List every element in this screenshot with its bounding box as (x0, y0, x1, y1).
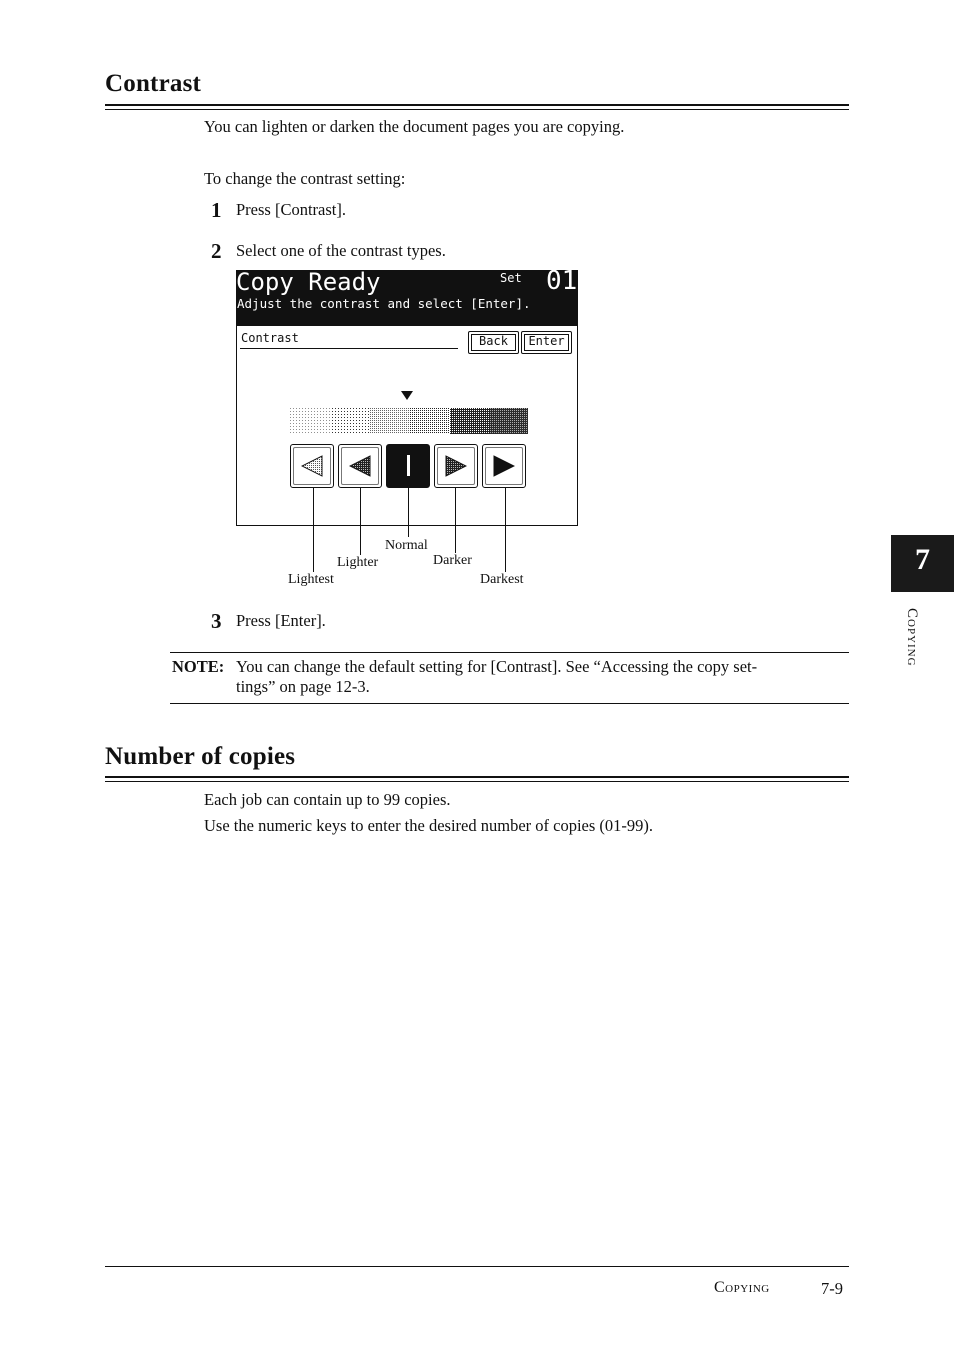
chapter-tab (891, 535, 954, 592)
lcd-set-label: Set (500, 271, 522, 285)
callout-lighter: Lighter (337, 555, 379, 570)
lighter-button[interactable] (338, 444, 382, 488)
callout-normal: Normal (385, 538, 428, 553)
callout-line (360, 487, 361, 555)
note-label: NOTE: (172, 657, 225, 676)
step-text: Press [Contrast]. (236, 200, 346, 219)
darker-arrow-icon (445, 455, 467, 477)
lcd-field-label: Contrast (241, 331, 299, 345)
note-text-line1: You can change the default setting for [Contrast]. See “Accessing the copy set- (236, 657, 758, 676)
section-heading-number-of-copies: Number of copies (105, 743, 296, 770)
normal-button[interactable] (386, 444, 430, 488)
note-text-line2: tings” on page 12-3. (236, 677, 370, 696)
darkest-button[interactable] (482, 444, 526, 488)
step-text: Select one of the contrast types. (236, 241, 446, 260)
copies-text-2: Use the numeric keys to enter the desired number of copies (01-99). (204, 816, 654, 835)
lightest-arrow-icon (301, 455, 323, 477)
lcd-header (236, 266, 578, 325)
note-rule-bottom (170, 703, 849, 704)
footer-page-number: 7-9 (821, 1279, 843, 1298)
back-button[interactable] (468, 331, 519, 354)
heading-rule (105, 776, 849, 778)
lcd-field-underline (240, 348, 458, 349)
footer-section: Copying (714, 1279, 770, 1296)
chapter-side-label: Copying (904, 608, 920, 667)
chapter-number: 7 (915, 543, 930, 576)
footer-rule (105, 1266, 849, 1267)
normal-bar-icon (407, 455, 410, 476)
step-number: 3 (211, 609, 222, 633)
callout-line (408, 487, 409, 537)
back-button-label: Back (479, 334, 508, 348)
lcd-title: Copy Ready (236, 268, 381, 296)
callout-line (455, 487, 456, 553)
lcd-count: 01 (546, 266, 578, 296)
callout-line (505, 487, 506, 572)
lighter-arrow-icon (349, 455, 371, 477)
contrast-lead: To change the contrast setting: (204, 169, 406, 188)
position-indicator-icon (401, 391, 413, 401)
callout-lightest: Lightest (288, 572, 334, 587)
lcd-body (236, 325, 578, 526)
enter-button[interactable] (521, 331, 572, 354)
section-heading-contrast: Contrast (105, 70, 202, 97)
heading-rule (105, 781, 849, 782)
heading-rule (105, 104, 849, 106)
darker-button[interactable] (434, 444, 478, 488)
step-number: 1 (211, 198, 222, 222)
callout-line (313, 487, 314, 572)
callout-darker: Darker (433, 553, 472, 568)
darkest-arrow-icon (493, 455, 515, 477)
contrast-gradient-bar (290, 408, 528, 434)
contrast-intro: You can lighten or darken the document pages you are copying. (204, 117, 625, 136)
enter-button-label: Enter (528, 334, 565, 348)
lightest-button[interactable] (290, 444, 334, 488)
callout-darkest: Darkest (480, 572, 524, 587)
note-rule-top (170, 652, 849, 653)
step-text: Press [Enter]. (236, 611, 326, 630)
step-number: 2 (211, 239, 222, 263)
copies-text-1: Each job can contain up to 99 copies. (204, 790, 451, 809)
lcd-instruction: Adjust the contrast and select [Enter]. (237, 296, 531, 311)
heading-rule (105, 109, 849, 110)
